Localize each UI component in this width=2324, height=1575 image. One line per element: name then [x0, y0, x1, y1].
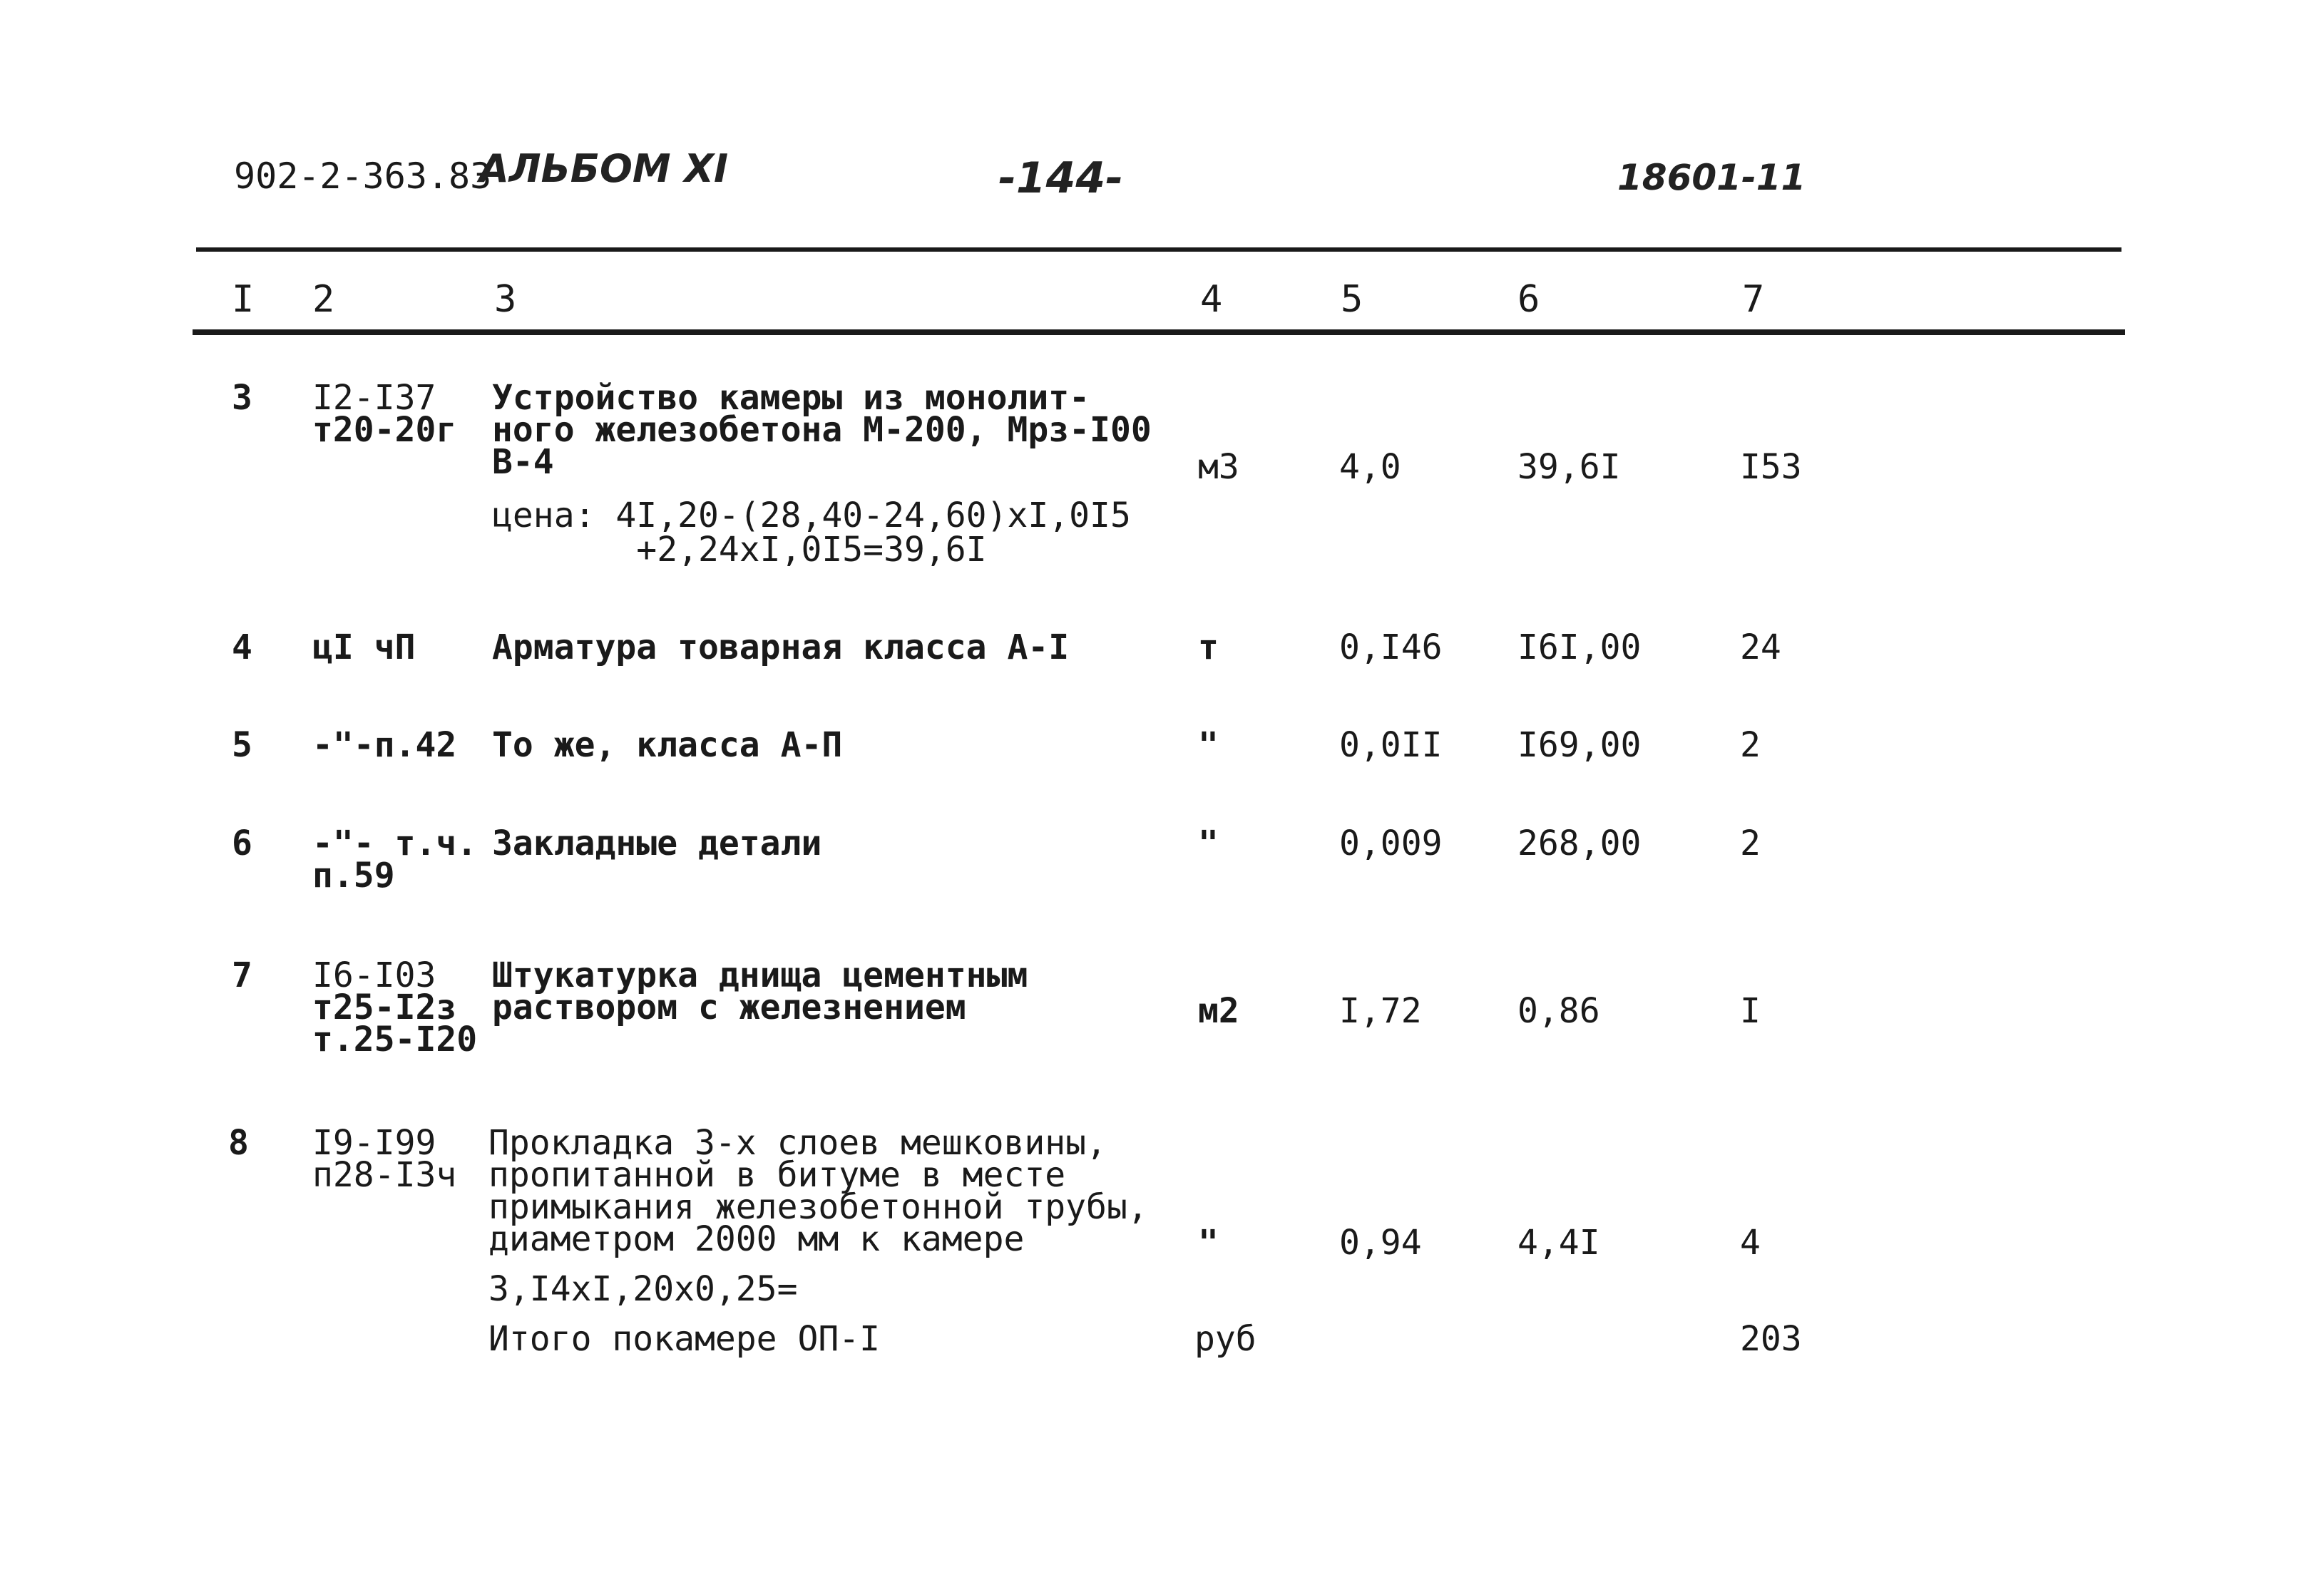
row-price: 39,6I [1517, 447, 1621, 487]
row-formula: +2,24хI,0I5=39,6I [492, 530, 987, 570]
row-unit: т [1198, 627, 1219, 667]
row-description: пропитанной в битуме в месте [488, 1155, 1066, 1195]
row-code: т20-20г [312, 410, 457, 450]
col-header-7: 7 [1742, 278, 1765, 321]
row-quantity: 0,009 [1339, 824, 1443, 863]
row-description: То же, класса А-П [492, 725, 843, 765]
row-number: 3 [232, 378, 252, 418]
row-description: Прокладка 3-х слоев мешковины, [488, 1123, 1107, 1163]
row-unit: " [1198, 824, 1219, 863]
row-quantity: I,72 [1339, 991, 1422, 1031]
col-header-6: 6 [1517, 278, 1540, 321]
row-unit: м3 [1198, 447, 1239, 487]
row-number: 6 [232, 824, 252, 863]
row-code: I9-I99 [312, 1123, 436, 1163]
row-total: I53 [1740, 447, 1802, 487]
top-rule [196, 247, 2121, 252]
row-total: I [1740, 991, 1761, 1031]
row-number: 7 [232, 955, 252, 995]
page-number: -144- [998, 153, 1124, 203]
col-header-2: 2 [312, 278, 335, 321]
row-description: ного железобетона М-200, Мрз-I00 [492, 410, 1152, 450]
row-number: 4 [232, 627, 252, 667]
inventory-number: 18601-11 [1617, 157, 1806, 198]
row-description: примыкания железобетонной трубы, [488, 1187, 1148, 1227]
row-total: 2 [1740, 725, 1761, 765]
summary-label: Итого покамере ОП-I [488, 1319, 881, 1359]
row-quantity: 0,I46 [1339, 627, 1443, 667]
row-quantity: 0,0II [1339, 725, 1443, 765]
row-code: -"- т.ч. [312, 824, 478, 863]
row-total: 2 [1740, 824, 1761, 863]
row-code: -"-п.42 [312, 725, 457, 765]
row-code: т25-I2з [312, 987, 457, 1027]
row-quantity: 0,94 [1339, 1223, 1422, 1263]
col-header-1: I [232, 278, 255, 321]
row-description: Штукатурка днища цементным [492, 955, 1028, 995]
row-code: п28-I3ч [312, 1155, 457, 1195]
row-code: п.59 [312, 856, 395, 896]
col-header-3: 3 [494, 278, 517, 321]
row-code: цI чП [312, 627, 416, 667]
col-header-5: 5 [1341, 278, 1363, 321]
row-code: т.25-I20 [312, 1020, 478, 1060]
album-title: АЛЬБОМ XI [479, 146, 729, 191]
row-description: Арматура товарная класса А-I [492, 627, 1070, 667]
row-price: I69,00 [1517, 725, 1642, 765]
row-description: В-4 [492, 442, 554, 482]
row-description: раствором с железнением [492, 987, 966, 1027]
header-bottom-rule [193, 329, 2125, 335]
row-formula: цена: 4I,20-(28,40-24,60)хI,0I5 [492, 496, 1131, 535]
row-price: 268,00 [1517, 824, 1642, 863]
row-description: диаметром 2000 мм к камере [488, 1219, 1025, 1259]
row-description: Закладные детали [492, 824, 822, 863]
row-unit: " [1198, 1223, 1219, 1263]
row-unit: м2 [1198, 991, 1239, 1031]
row-code: I6-I03 [312, 955, 436, 995]
row-price: 0,86 [1517, 991, 1600, 1031]
row-price: 4,4I [1517, 1223, 1600, 1263]
row-quantity: 4,0 [1339, 447, 1401, 487]
row-number: 8 [228, 1123, 249, 1163]
row-price: I6I,00 [1517, 627, 1642, 667]
summary-total: 203 [1740, 1319, 1802, 1359]
row-formula: 3,I4хI,20х0,25= [488, 1269, 798, 1309]
col-header-4: 4 [1200, 278, 1223, 321]
row-code: I2-I37 [312, 378, 436, 418]
row-total: 4 [1740, 1223, 1761, 1263]
doc-code: 902-2-363.83 [234, 155, 492, 197]
row-number: 5 [232, 725, 252, 765]
row-total: 24 [1740, 627, 1781, 667]
summary-unit: руб [1194, 1319, 1256, 1359]
row-unit: " [1198, 725, 1219, 765]
row-description: Устройство камеры из монолит- [492, 378, 1090, 418]
